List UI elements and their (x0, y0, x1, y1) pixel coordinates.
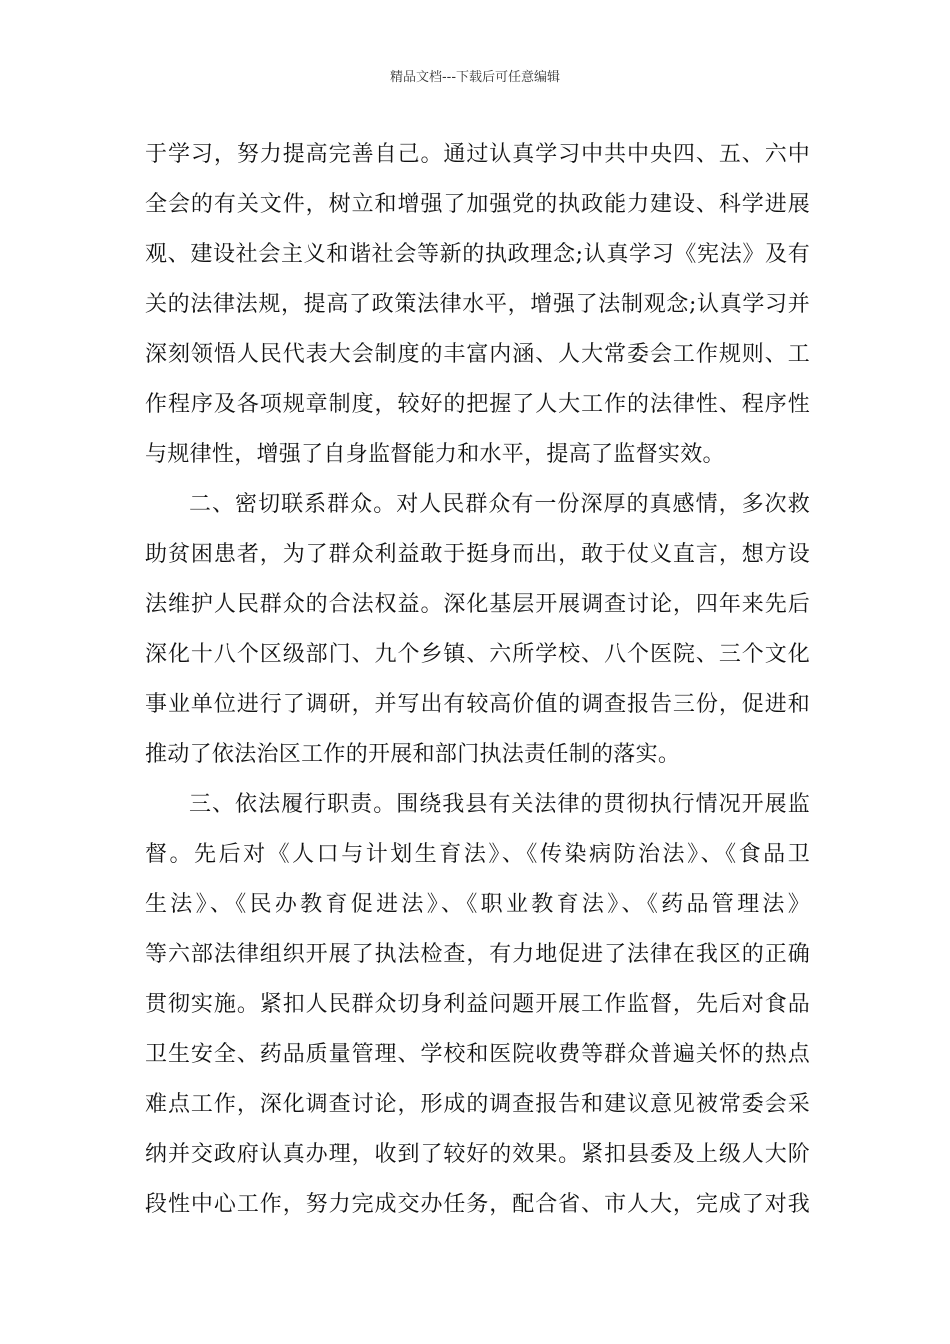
text-line: 深化十八个区级部门、九个乡镇、六所学校、八个医院、三个文化 (145, 642, 810, 667)
text-line: 助贫困患者，为了群众利益敢于挺身而出，敢于仗义直言，想方设 (145, 542, 810, 567)
text-line: 全会的有关文件，树立和增强了加强党的执政能力建设、科学进展 (145, 192, 810, 217)
text-line: 于学习，努力提高完善自己。通过认真学习中共中央四、五、六中 (145, 142, 810, 167)
text-line: 与规律性，增强了自身监督能力和水平，提高了监督实效。 (145, 442, 725, 467)
text-line: 等六部法律组织开展了执法检查，有力地促进了法律在我区的正确 (145, 942, 810, 967)
paragraph-start: 二、密切联系群众。对人民群众有一份深厚的真感情，多次救 (189, 492, 810, 517)
text-line: 观、建设社会主义和谐社会等新的执政理念;认真学习《宪法》及有 (145, 242, 810, 267)
text-line: 关的法律法规，提高了政策法律水平，增强了法制观念;认真学习并 (145, 292, 810, 317)
paragraph-start: 三、依法履行职责。围绕我县有关法律的贯彻执行情况开展监 (189, 792, 810, 817)
text-line: 事业单位进行了调研，并写出有较高价值的调查报告三份，促进和 (145, 692, 810, 717)
text-line: 督。先后对《人口与计划生育法》、《传染病防治法》、《食品卫 (145, 842, 810, 867)
page-header: 精品文档---下载后可任意编辑 (389, 70, 561, 85)
document-body (145, 130, 810, 1230)
text-line: 法维护人民群众的合法权益。深化基层开展调查讨论，四年来先后 (145, 592, 810, 617)
text-line: 段性中心工作，努力完成交办任务，配合省、市人大，完成了对我 (145, 1192, 810, 1217)
text-line: 纳并交政府认真办理，收到了较好的效果。紧扣县委及上级人大阶 (145, 1142, 810, 1167)
text-line: 贯彻实施。紧扣人民群众切身利益问题开展工作监督，先后对食品 (145, 992, 810, 1017)
text-line: 推动了依法治区工作的开展和部门执法责任制的落实。 (145, 742, 681, 767)
text-line: 生法》、《民办教育促进法》、《职业教育法》、《药品管理法》 (145, 892, 810, 917)
text-line: 作程序及各项规章制度，较好的把握了人大工作的法律性、程序性 (145, 392, 810, 417)
text-line: 难点工作，深化调查讨论，形成的调查报告和建议意见被常委会采 (145, 1092, 810, 1117)
text-line: 卫生安全、药品质量管理、学校和医院收费等群众普遍关怀的热点 (145, 1042, 810, 1067)
text-line: 深刻领悟人民代表大会制度的丰富内涵、人大常委会工作规则、工 (145, 342, 810, 367)
